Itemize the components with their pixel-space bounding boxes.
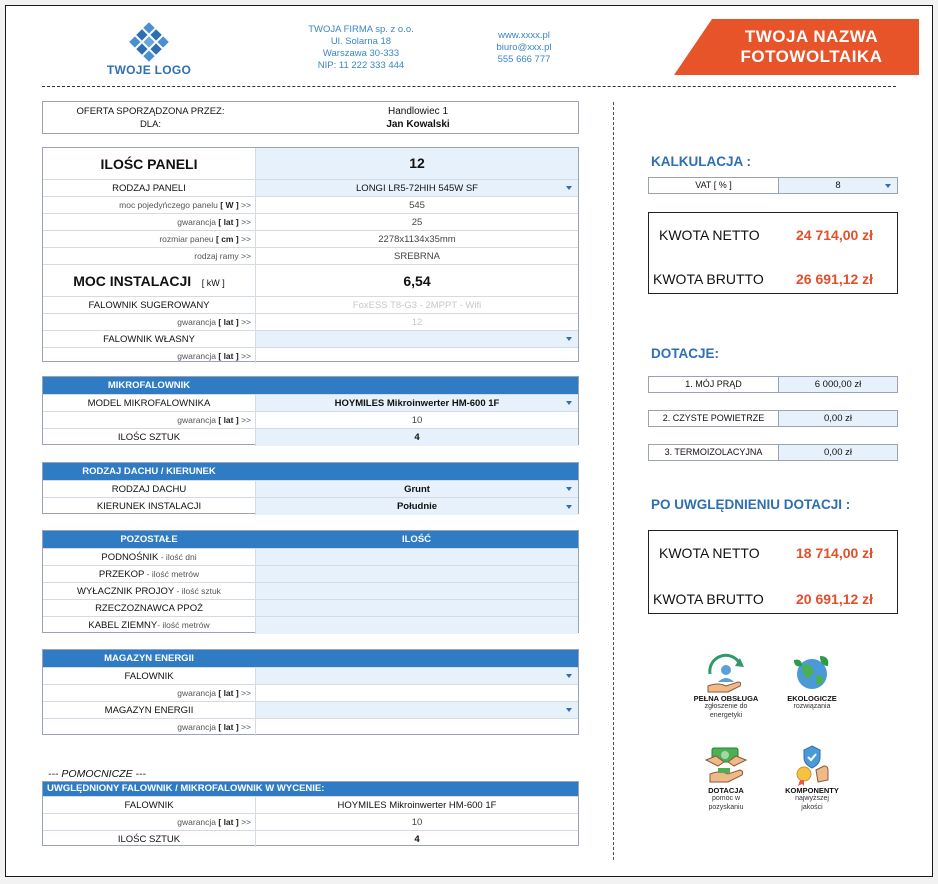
- roof-dir-label: KIERUNEK INSTALACJI: [96, 501, 202, 512]
- feature-sub: zgłoszenie do: [704, 703, 748, 710]
- roof-type-select[interactable]: [255, 481, 578, 497]
- other-item-row: [43, 599, 578, 616]
- feature-title: PEŁNA OBSŁUGA: [693, 694, 759, 703]
- roof-type-value: Grunt: [404, 484, 430, 495]
- helper-bar: UWGLĘDNIONY FALOWNIK / MIKROFALOWNIK W WYCENIE:: [47, 783, 325, 794]
- inverter-suggested-warranty: 12: [411, 317, 423, 328]
- contact-www[interactable]: www.xxxx.pl: [498, 30, 550, 41]
- vat-row: [648, 177, 898, 194]
- calc-netto-label: KWOTA NETTO: [659, 227, 760, 243]
- grant-row: [648, 410, 898, 427]
- panel-count-label: ILOŚC PANELI: [100, 156, 198, 172]
- other-qty-header: ILOŚĆ: [401, 534, 432, 545]
- micro-warranty-value: 10: [411, 415, 423, 426]
- panel-warranty-row: [43, 213, 578, 230]
- helper-inverter-label: FALOWNIK: [124, 800, 174, 811]
- micro-title: MIKROFALOWNIK: [107, 380, 191, 391]
- vat-value: 8: [835, 180, 841, 191]
- panel-size-unit: [ cm ]: [216, 234, 239, 244]
- storage-title: MAGAZYN ENERGII: [104, 653, 194, 664]
- install-power-row: [43, 264, 578, 296]
- storage-inverter-row: [43, 667, 578, 684]
- feature-full-service: [686, 652, 766, 720]
- install-power-unit: [ kW ]: [201, 278, 225, 288]
- arrows: >>: [241, 688, 251, 698]
- storage-box: [42, 649, 579, 735]
- other-item-row: [43, 548, 578, 565]
- after-netto-value: 18 714,00 zł: [796, 545, 874, 561]
- warranty-unit: [ lat ]: [218, 817, 239, 827]
- logo: [127, 20, 171, 64]
- arrows: >>: [241, 817, 251, 827]
- storage-inverter-warranty-row: [43, 684, 578, 701]
- other-item-input[interactable]: [255, 600, 578, 616]
- other-item-input[interactable]: [255, 549, 578, 565]
- arrows: >>: [241, 217, 251, 227]
- feature-sub: pozyskaniu: [708, 803, 744, 811]
- helper-qty-label: ILOŚC SZTUK: [117, 834, 181, 845]
- other-item-input[interactable]: [255, 617, 578, 634]
- helper-inverter-value: HOYMILES Mikroinwerter HM-600 1F: [337, 800, 497, 811]
- calc-netto-value: 24 714,00 zł: [796, 227, 874, 243]
- offer-page: [5, 5, 933, 877]
- arrows: >>: [241, 234, 251, 244]
- grant-label: 1. MÓJ PRĄD: [648, 376, 779, 393]
- grant-value[interactable]: 6 000,00 zł: [779, 376, 898, 393]
- contact-info: [474, 30, 574, 66]
- prepared-by-value[interactable]: Handlowiec 1: [387, 106, 449, 117]
- feature-title: DOTACJA: [708, 786, 744, 795]
- inverter-suggested-warranty-row: [43, 313, 578, 330]
- warranty-unit: [ lat ]: [218, 415, 239, 425]
- calc-brutto-value: 26 691,12 zł: [796, 271, 874, 287]
- helper-warranty-row: [43, 813, 578, 830]
- for-label: DLA:: [139, 119, 162, 130]
- logo-text: TWOJE LOGO: [106, 63, 192, 77]
- storage-select[interactable]: [255, 702, 578, 718]
- panel-frame-row: [43, 247, 578, 264]
- other-item-sub: - ilość sztuk: [174, 586, 221, 596]
- roof-type-label: RODZAJ DACHU: [111, 484, 187, 495]
- brand-line1: TWOJA NAZWA: [744, 27, 879, 46]
- roof-dir-value: Południe: [396, 501, 438, 512]
- panel-power-row: [43, 196, 578, 213]
- storage-row: [43, 701, 578, 718]
- storage-warranty-row: [43, 718, 578, 736]
- contact-phone: 555 666 777: [497, 54, 551, 65]
- roof-box: [42, 462, 579, 514]
- chevron-down-icon[interactable]: [566, 337, 572, 341]
- inverter-own-row: [43, 330, 578, 347]
- other-box: [42, 530, 579, 633]
- warranty-unit: [ lat ]: [218, 317, 239, 327]
- panel-size-label: rozmiar paneu: [159, 234, 217, 244]
- helper-inverter-row: [43, 796, 578, 813]
- arrows: >>: [241, 200, 251, 210]
- chevron-down-icon[interactable]: [566, 487, 572, 491]
- panels-box: [42, 147, 579, 362]
- other-item-sub: - ilość metrów: [144, 569, 200, 579]
- inverter-own-select[interactable]: [255, 331, 578, 347]
- grant-row: [648, 376, 898, 393]
- micro-model-value: HOYMILES Mikroinwerter HM-600 1F: [334, 398, 500, 409]
- arrows: >>: [241, 415, 251, 425]
- brand-line2: FOTOWOLTAIKA: [740, 47, 883, 66]
- arrows: >>: [241, 722, 251, 732]
- panel-type-value: LONGI LR5-72HIH 545W SF: [356, 183, 478, 194]
- logo-icon: [127, 20, 171, 64]
- calc-title: KALKULACJA :: [651, 154, 751, 169]
- micro-qty-label: ILOŚC SZTUK: [117, 432, 181, 443]
- warranty-label: gwarancja: [177, 817, 219, 827]
- warranty-label: gwarancja: [177, 688, 219, 698]
- panel-power-label: moc pojedyńczego panelu: [119, 200, 221, 210]
- company-nip: NIP: 11 222 333 444: [317, 60, 405, 71]
- warranty-label: gwarancja: [177, 317, 219, 327]
- column-divider: [613, 102, 614, 860]
- inverter-suggested-label: FALOWNIK SUGEROWANY: [88, 300, 210, 311]
- calc-totals-box: [648, 212, 898, 294]
- warranty-unit: [ lat ]: [218, 351, 239, 361]
- feature-sub: energetyki: [709, 711, 743, 719]
- roof-type-row: [43, 480, 578, 497]
- install-power-label: MOC INSTALACJI: [73, 273, 192, 289]
- micro-qty-row: [43, 428, 578, 446]
- contact-email[interactable]: biuro@xxx.pl: [496, 42, 552, 53]
- other-item-sub: - ilość dni: [158, 552, 197, 562]
- other-item-input[interactable]: [255, 566, 578, 582]
- panel-warranty-unit: [ lat ]: [218, 217, 239, 227]
- feature-title: KOMPONENTY: [785, 786, 839, 795]
- warranty-label: gwarancja: [177, 415, 219, 425]
- vat-label: VAT [ % ]: [648, 177, 779, 194]
- panel-type-row: [43, 179, 578, 196]
- quality-icon: [790, 744, 834, 786]
- feature-title: EKOLOGICZE: [787, 694, 837, 703]
- inverter-own-warranty-row: [43, 347, 578, 363]
- chevron-down-icon[interactable]: [566, 186, 572, 190]
- chevron-down-icon[interactable]: [566, 505, 572, 509]
- company-city: Warszawa 30-333: [322, 48, 400, 59]
- warranty-label: gwarancja: [177, 722, 219, 732]
- other-item-input[interactable]: [255, 583, 578, 599]
- panel-frame-label: rodzaj ramy: [194, 251, 239, 261]
- panel-size-value: 2278x1134x35mm: [378, 234, 456, 245]
- after-title: PO UWGLĘDNIENIU DOTACJI :: [651, 497, 851, 512]
- panel-warranty-label: gwarancja: [177, 217, 219, 227]
- feature-sub: jakości: [801, 803, 823, 811]
- micro-model-label: MODEL MIKROFALOWNIKA: [87, 398, 211, 409]
- roof-title: RODZAJ DACHU / KIERUNEK: [82, 466, 216, 477]
- other-item-row: [43, 565, 578, 582]
- micro-qty-value[interactable]: 4: [414, 432, 420, 443]
- after-brutto-value: 20 691,12 zł: [796, 591, 874, 607]
- arrows: >>: [241, 351, 251, 361]
- roof-dir-row: [43, 497, 578, 515]
- warranty-unit: [ lat ]: [218, 722, 239, 732]
- panel-count-value[interactable]: 12: [409, 155, 425, 171]
- prepared-by-label: OFERTA SPORZĄDZONA PRZEZ:: [76, 106, 225, 117]
- panel-type-select[interactable]: [255, 180, 578, 196]
- grant-row: [648, 444, 898, 461]
- install-power-value: 6,54: [403, 273, 431, 289]
- other-item-label: KABEL ZIEMNY: [88, 620, 158, 631]
- chevron-down-icon[interactable]: [566, 401, 572, 405]
- company-name: TWOJA FIRMA sp. z o.o.: [308, 24, 414, 35]
- warranty-unit: [ lat ]: [218, 688, 239, 698]
- after-brutto-label: KWOTA BRUTTO: [653, 591, 764, 607]
- panel-warranty-value: 25: [411, 217, 423, 228]
- panel-count-row: [43, 148, 578, 179]
- company-info: [291, 24, 431, 72]
- other-item-label: PRZEKOP: [98, 569, 145, 580]
- feature-sub: rozwiązania: [793, 703, 831, 710]
- grant-value[interactable]: 0,00 zł: [779, 410, 898, 427]
- helper-box: [42, 781, 579, 846]
- company-street: Ul. Solarna 18: [330, 36, 392, 47]
- feature-grant: [686, 744, 766, 812]
- micro-model-select[interactable]: [255, 395, 578, 411]
- storage-label: MAGAZYN ENERGII: [104, 705, 194, 716]
- helper-qty-row: [43, 830, 578, 847]
- other-item-row: [43, 616, 578, 634]
- storage-inverter-label: FALOWNIK: [124, 671, 174, 682]
- inverter-suggested-row: [43, 296, 578, 313]
- vat-select[interactable]: [779, 177, 898, 194]
- calc-brutto-label: KWOTA BRUTTO: [653, 271, 764, 287]
- panel-frame-value: SREBRNA: [394, 251, 440, 262]
- grant-label: 2. CZYSTE POWIETRZE: [648, 410, 779, 427]
- other-item-label: PODNOŚNIK: [101, 552, 159, 563]
- micro-model-row: [43, 394, 578, 411]
- storage-inverter-select[interactable]: [255, 668, 578, 684]
- micro-box: [42, 376, 579, 445]
- feature-quality: [772, 744, 852, 812]
- roof-dir-select[interactable]: [255, 498, 578, 515]
- grant-label: 3. TERMOIZOLACYJNA: [648, 444, 779, 461]
- panel-power-unit: [ W ]: [220, 200, 239, 210]
- client-name[interactable]: Jan Kowalski: [386, 119, 450, 130]
- grants-title: DOTACJE:: [651, 346, 720, 361]
- other-item-row: [43, 582, 578, 599]
- warranty-label: gwarancja: [177, 351, 219, 361]
- offer-box: [42, 101, 579, 134]
- arrows: >>: [241, 317, 251, 327]
- after-netto-label: KWOTA NETTO: [659, 545, 760, 561]
- grant-value[interactable]: 0,00 zł: [779, 444, 898, 461]
- feature-ecology: [772, 652, 852, 712]
- helper-title: --- POMOCNICZE ---: [48, 768, 146, 780]
- micro-warranty-row: [43, 411, 578, 428]
- arrows: >>: [241, 251, 251, 261]
- chevron-down-icon[interactable]: [566, 674, 572, 678]
- helper-qty-value: 4: [414, 834, 420, 845]
- inverter-suggested-value: FoxESS T8-G3 - 2MPPT - Wifi: [352, 300, 482, 311]
- panel-size-row: [43, 230, 578, 247]
- service-icon: [704, 652, 748, 694]
- panel-power-value: 545: [409, 200, 425, 211]
- chevron-down-icon[interactable]: [885, 184, 891, 188]
- other-item-sub: - ilość metrów: [157, 620, 210, 630]
- header-divider: [42, 86, 896, 87]
- after-totals-box: [648, 530, 898, 614]
- ecology-icon: [790, 652, 834, 694]
- feature-sub: pomoc w: [711, 795, 740, 802]
- other-title: POZOSTAŁE: [120, 534, 178, 545]
- grant-icon: [704, 744, 748, 786]
- feature-sub: najwyższej: [795, 795, 829, 802]
- inverter-own-label: FALOWNIK WŁASNY: [103, 334, 195, 345]
- brand-banner: [674, 19, 919, 75]
- panel-type-label: RODZAJ PANELI: [112, 183, 186, 194]
- chevron-down-icon[interactable]: [566, 708, 572, 712]
- other-item-label: RZECZOZNAWCA PPOŻ: [95, 603, 203, 614]
- helper-warranty-value: 10: [411, 817, 423, 828]
- other-item-label: WYŁACZNIK PROJOY: [77, 586, 175, 597]
